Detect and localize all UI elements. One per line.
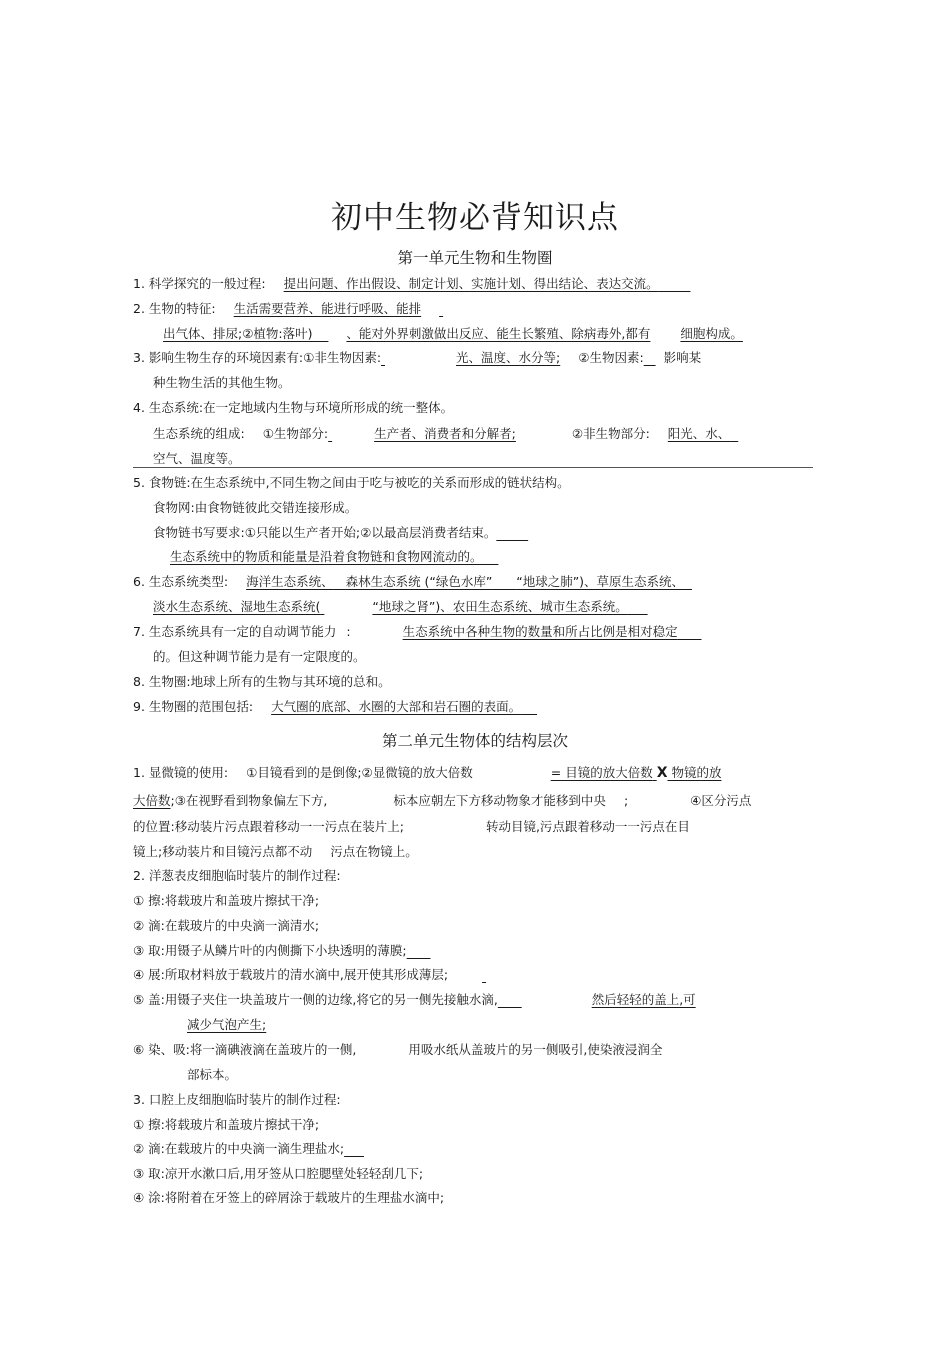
answer: 生态系统中各种生物的数量和所占比例是相对稳定 (402, 624, 678, 639)
text: ②非生物部分: (571, 426, 650, 441)
answer: 淡水生态系统、湿地生态系统( (153, 599, 321, 614)
text: ; (623, 793, 629, 808)
text: 镜上;移动装片和目镜污点都不动 (133, 844, 313, 859)
u1-item4-cont (133, 451, 813, 468)
answer: 光、温度、水分等; (456, 350, 561, 365)
answer: 、能对外界刺激做出反应、能生长繁殖、除病毒外,都有 (346, 326, 651, 341)
answer: 细胞构成。 (680, 326, 743, 341)
u2-item3-step2 (133, 1141, 364, 1157)
answer: 提出问题、作出假设、制定计划、实施计划、得出结论、表达交流。 (283, 276, 659, 291)
u1-item9 (133, 699, 537, 715)
text: 部标本。 (187, 1067, 238, 1082)
text: 1. 科学探究的一般过程: (133, 276, 266, 291)
text: ④ 涂:将附着在牙签上的碎屑涂于载玻片的生理盐水滴中; (133, 1190, 445, 1205)
answer: 大气圈的底部、水圈的大部和岩石圈的表面。 (271, 699, 522, 714)
u1-item4 (133, 400, 453, 416)
answer: 海洋生态系统、 (246, 574, 334, 589)
text: 食物网:由食物链彼此交错连接形成。 (153, 500, 358, 515)
answer: 减少气泡产生; (187, 1017, 267, 1032)
u1-item5-rules (153, 525, 528, 541)
answer: 大倍数 (133, 793, 171, 808)
answer: 生产者、消费者和分解者; (374, 426, 516, 441)
text: : (346, 624, 351, 639)
text: 食物链书写要求:①只能以生产者开始;②以最高层消费者结束。 (153, 525, 497, 540)
text: 用吸水纸从盖玻片的另一侧吸引,使染液浸润全 (408, 1042, 663, 1057)
u2-item2 (133, 868, 341, 884)
text: ①目镜看到的是倒像;②显微镜的放大倍数 (246, 765, 473, 780)
u1-item6 (133, 574, 692, 590)
u1-item7-cont (153, 649, 366, 665)
text: ③ 取:用镊子从鳞片叶的内侧撕下小块透明的薄膜; (133, 943, 407, 958)
u1-item2 (133, 301, 819, 317)
u1-item8 (133, 674, 391, 690)
text: ① 擦:将载玻片和盖玻片擦拭干净; (133, 893, 320, 908)
u1-item4-composition (153, 426, 738, 442)
u1-item5-flow (170, 549, 498, 565)
text: 污点在物镜上。 (330, 844, 418, 859)
text: 7. 生态系统具有一定的自动调节能力 (133, 624, 337, 639)
answer: 出气体、排尿;②植物:落叶) (163, 326, 313, 341)
u2-item2-step2 (133, 918, 319, 934)
u2-item1-cont3 (133, 844, 418, 860)
u1-item7 (133, 624, 701, 640)
text: 的。但这种调节能力是有一定限度的。 (153, 649, 366, 664)
answer: 生态系统中的物质和能量是沿着食物链和食物网流动的。 (170, 549, 483, 564)
u2-item1-cont1 (133, 793, 751, 809)
text: 2. 洋葱表皮细胞临时装片的制作过程: (133, 868, 341, 883)
u1-item3-cont (153, 375, 291, 391)
u1-item3 (133, 350, 701, 366)
text: 9. 生物圈的范围包括: (133, 699, 254, 714)
text: ⑤ 盖:用镊子夹住一块盖玻片一侧的边缘,将它的另一侧先接触水滴, (133, 992, 498, 1007)
answer: “地球之肺”)、草原生态系统、 (516, 574, 685, 589)
answer: 森林生态系统 (“绿色水库” (345, 574, 493, 589)
answer: 空气、温度等。 (153, 451, 241, 466)
u1-item2-cont (163, 326, 743, 342)
text: 转动目镜,污点跟着移动一一污点在目 (485, 819, 690, 834)
u1-item6-cont (153, 599, 648, 615)
answer: 物镜的放 (671, 765, 722, 780)
text: ;③在视野看到物象偏左下方, (170, 793, 328, 808)
u1-item5-web (153, 500, 357, 516)
text: ② 滴:在载玻片的中央滴一滴清水; (133, 918, 320, 933)
text: 生态系统的组成: (153, 426, 245, 441)
u2-item2-step3 (133, 943, 430, 959)
u2-item3 (133, 1092, 341, 1108)
u2-item2-step5 (133, 992, 696, 1008)
u2-item2-step5-cont (187, 1017, 266, 1033)
u2-item2-step6-cont (187, 1067, 237, 1083)
text: 8. 生物圈:地球上所有的生物与其环境的总和。 (133, 674, 391, 689)
answer: = 目镜的放大倍数 (550, 765, 653, 780)
u2-item2-step6 (133, 1042, 662, 1058)
text: ① 擦:将载玻片和盖玻片擦拭干净; (133, 1117, 320, 1132)
text: ④区分污点 (690, 793, 752, 808)
text: 1. 显微镜的使用: (133, 765, 229, 780)
answer: “地球之肾”)、农田生态系统、城市生态系统。 (372, 599, 628, 614)
answer: 阳光、水、 (667, 426, 731, 441)
u2-item3-step3 (133, 1166, 423, 1182)
unit2-heading: 第二单元生物体的结构层次 (381, 732, 568, 750)
text: ①生物部分: (262, 426, 329, 441)
text: 6. 生态系统类型: (133, 574, 229, 589)
u1-item1 (133, 276, 690, 292)
u2-item2-step4 (133, 967, 532, 983)
u2-item1-cont2 (133, 819, 690, 835)
u2-item3-step4 (133, 1190, 444, 1206)
text: 3. 口腔上皮细胞临时装片的制作过程: (133, 1092, 341, 1107)
u2-item3-step1 (133, 1117, 319, 1133)
text: 3. 影响生物生存的环境因素有:①非生物因素: (133, 350, 382, 365)
u2-item1 (133, 765, 721, 781)
text: ②生物因素: (578, 350, 644, 365)
u2-item2-step1 (133, 893, 319, 909)
text: ④ 展:所取材料放于载玻片的清水滴中,展开使其形成薄层; (133, 967, 449, 982)
text: ③ 取:凉开水漱口后,用牙签从口腔腮壁处轻轻刮几下; (133, 1166, 424, 1181)
text: 种生物生活的其他生物。 (153, 375, 291, 390)
text: ② 滴:在载玻片的中央滴一滴生理盐水; (133, 1141, 345, 1156)
text: 2. 生物的特征: (133, 301, 216, 316)
answer: 生活需要营养、能进行呼吸、能排 (233, 301, 422, 316)
u1-item5 (133, 475, 570, 491)
page-title: 初中生物必背知识点 (331, 200, 619, 236)
answer: 然后轻轻的盖上,可 (591, 992, 696, 1007)
text: 4. 生态系统:在一定地域内生物与环境所形成的统一整体。 (133, 400, 454, 415)
unit1-heading: 第一单元生物和生物圈 (397, 249, 553, 267)
text: 的位置:移动装片污点跟着移动一一污点在装片上; (133, 819, 404, 834)
multiply-sign: X (656, 765, 668, 781)
text: ⑥ 染、吸:将一滴碘液滴在盖玻片的一侧, (133, 1042, 357, 1057)
text: 5. 食物链:在生态系统中,不同生物之间由于吃与被吃的关系而形成的链状结构。 (133, 475, 570, 490)
text: 影响某 (663, 350, 702, 365)
text: 标本应朝左下方移动物象才能移到中央 (393, 793, 606, 808)
